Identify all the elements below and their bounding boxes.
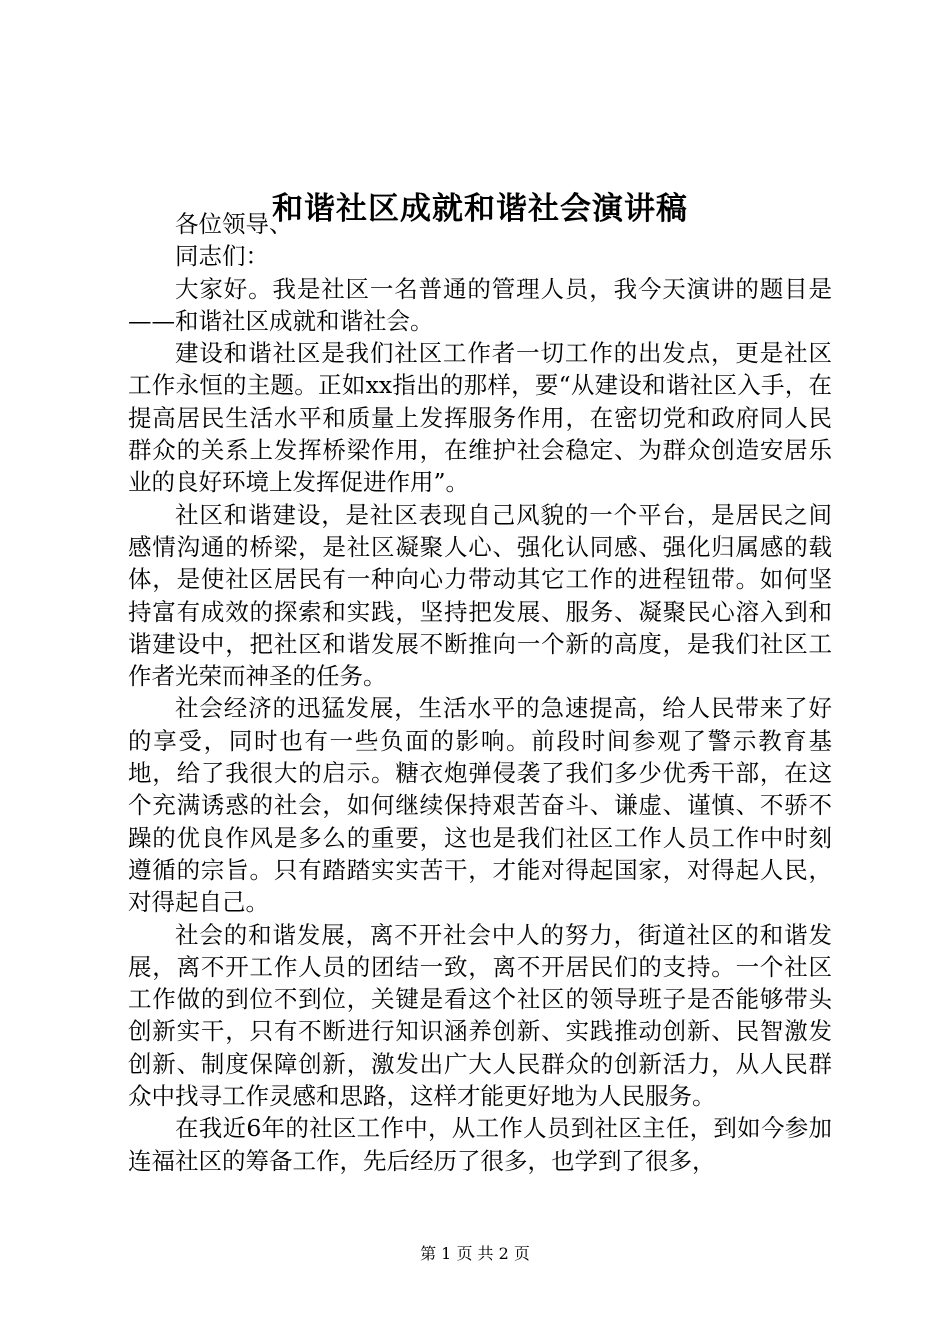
paragraph-social-harmony: 社会的和谐发展，离不开社会中人的努力，街道社区的和谐发展，离不开工作人员的团结一致，离不开居民们的支持。一个社区工作做的到位不到位，关键是看这个社区的领导班子是否能够带头创新实干，只有不断进行知识涵养创新、实践推动创新、民智激发创新、制度保障创新，激发出广大人民群众的创新活力，从人民群众中找寻工作灵感和思路，这样才能更好地为人民服务。	[128, 920, 832, 1111]
paragraph-work-experience: 在我近6年的社区工作中，从工作人员到社区主任，到如今参加连福社区的筹备工作，先后经历了很多，也学到了很多，	[128, 1114, 832, 1175]
paragraph-harmony-construction: 社区和谐建设，是社区表现自己风貌的一个平台，是居民之间感情沟通的桥梁，是社区凝聚人心、强化认同感、强化归属感的载体，是使社区居民有一种向心力带动其它工作的进程钮带。如何坚持富有成效的探索和实践，坚持把发展、服务、凝聚民心溶入到和谐建设中，把社区和谐发展不断推向一个新的高度，是我们社区工作者光荣而神圣的任务。	[128, 500, 832, 691]
document-body	[128, 208, 832, 1177]
paragraph-economic-development: 社会经济的迅猛发展，生活水平的急速提高，给人民带来了好的享受，同时也有一些负面的影响。前段时间参观了警示教育基地，给了我很大的启示。糖衣炮弹侵袭了我们多少优秀干部，在这个充满诱惑的社会，如何继续保持艰苦奋斗、谦虚、谨慎、不骄不躁的优良作风是多么的重要，这也是我们社区工作人员工作中时刻遵循的宗旨。只有踏踏实实苦干，才能对得起国家，对得起人民，对得起自己。	[128, 694, 832, 917]
paragraph-greeting: 大家好。我是社区一名普通的管理人员，我今天演讲的题目是——和谐社区成就和谐社会。	[128, 274, 832, 335]
paragraph-community-building: 建设和谐社区是我们社区工作者一切工作的出发点，更是社区工作永恒的主题。正如xx指出的那样，要“从建设和谐社区入手，在提高居民生活水平和质量上发挥服务作用，在密切党和政府同人民群众的关系上发挥桥梁作用，在维护社会稳定、为群众创造安居乐业的良好环境上发挥促进作用”。	[128, 339, 832, 497]
document-title: 和谐社区成就和谐社会演讲稿	[272, 191, 688, 227]
salutation-line-2: 同志们：	[175, 242, 269, 271]
salutation-line-1: 各位领导、	[175, 210, 293, 238]
page-footer: 第 1 页 共 2 页	[420, 1244, 530, 1263]
